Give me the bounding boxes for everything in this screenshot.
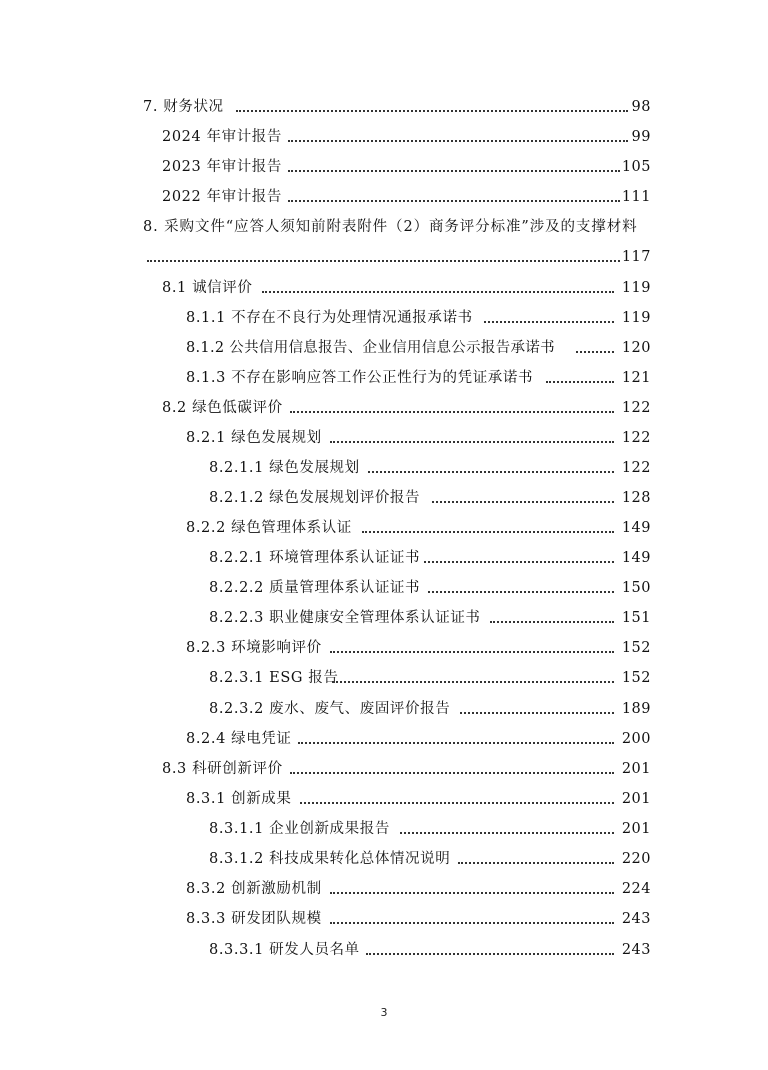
toc-entry-page: 243 — [621, 911, 651, 927]
toc-dot-leader — [400, 828, 614, 834]
toc-entry[interactable] — [0, 879, 768, 909]
toc-entry-title: 8.2.3.1 ESG 报告 — [209, 670, 339, 686]
toc-entry[interactable] — [0, 127, 768, 157]
toc-dot-leader — [366, 949, 614, 955]
toc-entry[interactable] — [0, 428, 768, 458]
toc-dot-leader — [332, 677, 614, 683]
toc-entry[interactable] — [0, 548, 768, 578]
toc-entry-page: 220 — [621, 851, 651, 867]
toc-entry-title: 8.1.2 公共信用信息报告、企业信用信息公示报告承诺书 — [186, 340, 555, 356]
toc-entry-page: 128 — [621, 490, 651, 506]
toc-dot-leader — [490, 617, 614, 623]
toc-entry-page: 121 — [621, 370, 651, 386]
toc-dot-leader — [330, 888, 614, 894]
toc-entry[interactable] — [0, 488, 768, 518]
toc-entry-title: 8.2.4 绿电凭证 — [186, 731, 292, 747]
toc-dot-leader — [290, 768, 614, 774]
toc-entry[interactable] — [0, 368, 768, 398]
toc-dot-leader — [236, 106, 628, 112]
toc-entry-page: 120 — [621, 340, 651, 356]
toc-entry-page: 189 — [621, 701, 651, 717]
toc-entry[interactable] — [0, 278, 768, 308]
toc-entry-title: 8.2.2.2 质量管理体系认证证书 — [209, 580, 421, 596]
toc-dot-leader — [576, 347, 614, 353]
toc-dot-leader — [330, 437, 614, 443]
toc-entry-title: 7. 财务状况 — [143, 99, 224, 115]
toc-dot-leader — [458, 858, 614, 864]
toc-dot-leader — [288, 166, 620, 172]
toc-entry-page: 119 — [621, 280, 651, 296]
toc-entry[interactable] — [0, 668, 768, 698]
toc-entry-title: 8.3 科研创新评价 — [162, 761, 283, 777]
toc-entry[interactable] — [0, 187, 768, 217]
toc-entry-page: 122 — [621, 430, 651, 446]
toc-dot-leader — [330, 647, 614, 653]
toc-entry-title: 2022 年审计报告 — [162, 189, 283, 205]
toc-dot-leader — [484, 317, 614, 323]
toc-entry[interactable] — [0, 819, 768, 849]
toc-entry[interactable] — [0, 308, 768, 338]
toc-entry[interactable] — [0, 398, 768, 428]
toc-entry-title: 8.3.2 创新激励机制 — [186, 881, 322, 897]
toc-entry-title: 8.3.1 创新成果 — [186, 791, 292, 807]
toc-entry-page: 151 — [621, 610, 651, 626]
toc-entry[interactable] — [0, 518, 768, 548]
toc-entry-title: 8.3.3 研发团队规模 — [186, 911, 322, 927]
toc-entry-title: 8.2.2.1 环境管理体系认证证书 — [209, 550, 421, 566]
toc-entry-page: 152 — [621, 670, 651, 686]
toc-dot-leader — [290, 407, 614, 413]
toc-entry-title: 8.2.1.1 绿色发展规划 — [209, 460, 360, 476]
toc-entry[interactable] — [0, 97, 768, 127]
toc-entry-page: 224 — [621, 881, 651, 897]
toc-entry-title: 8.2.2.3 职业健康安全管理体系认证证书 — [209, 610, 481, 626]
toc-dot-leader — [362, 527, 614, 533]
toc-entry[interactable] — [0, 638, 768, 668]
toc-dot-leader — [424, 557, 614, 563]
toc-entry-title: 2024 年审计报告 — [162, 129, 283, 145]
toc-entry-title: 8.2.2 绿色管理体系认证 — [186, 520, 352, 536]
toc-dot-leader — [298, 738, 614, 744]
toc-entry[interactable] — [0, 759, 768, 789]
toc-entry-title: 8.2.3 环境影响评价 — [186, 640, 322, 656]
toc-entry-page: 201 — [621, 761, 651, 777]
toc-dot-leader — [432, 497, 614, 503]
toc-entry[interactable] — [0, 909, 768, 939]
toc-entry[interactable] — [0, 458, 768, 488]
toc-entry-page: 119 — [621, 310, 651, 326]
toc-dot-leader — [460, 708, 614, 714]
toc-entry[interactable] — [0, 217, 768, 267]
toc-entry-title: 8.1.1 不存在不良行为处理情况通报承诺书 — [186, 310, 473, 326]
toc-entry-title: 8.3.1.2 科技成果转化总体情况说明 — [209, 851, 451, 867]
toc-entry-title: 8.1.3 不存在影响应答工作公正性行为的凭证承诺书 — [186, 370, 534, 386]
toc-dot-leader — [288, 136, 628, 142]
toc-entry-page: 111 — [621, 189, 651, 205]
toc-entry-page: 98 — [631, 99, 651, 115]
toc-entry-page: 117 — [621, 249, 651, 265]
toc-entry-page: 243 — [621, 942, 651, 958]
toc-entry[interactable] — [0, 849, 768, 879]
toc-entry-page: 150 — [621, 580, 651, 596]
toc-entry-page: 122 — [621, 460, 651, 476]
toc-entry-page: 201 — [621, 791, 651, 807]
toc-entry[interactable] — [0, 608, 768, 638]
toc-entry-page: 99 — [631, 129, 651, 145]
toc-entry[interactable] — [0, 578, 768, 608]
toc-entry-title: 8.2.1 绿色发展规划 — [186, 430, 322, 446]
toc-entry-page: 149 — [621, 520, 651, 536]
toc-entry-title: 8.2.1.2 绿色发展规划评价报告 — [209, 490, 421, 506]
toc-entry-page: 149 — [621, 550, 651, 566]
toc-entry[interactable] — [0, 940, 768, 970]
toc-dot-leader — [300, 798, 614, 804]
toc-entry[interactable] — [0, 699, 768, 729]
toc-dot-leader — [330, 918, 614, 924]
toc-entry-title: 8. 采购文件“应答人须知前附表附件（2）商务评分标准”涉及的支撑材料 — [143, 219, 638, 235]
toc-entry[interactable] — [0, 789, 768, 819]
toc-dot-leader — [428, 587, 614, 593]
toc-entry-page: 200 — [621, 731, 651, 747]
toc-entry-title: 8.2 绿色低碳评价 — [162, 400, 283, 416]
toc-entry-page: 105 — [621, 159, 651, 175]
toc-dot-leader — [546, 377, 614, 383]
toc-entry-page: 201 — [621, 821, 651, 837]
toc-entry-title: 2023 年审计报告 — [162, 159, 283, 175]
toc-entry[interactable] — [0, 157, 768, 187]
toc-dot-leader — [288, 196, 620, 202]
toc-dot-leader — [147, 256, 620, 262]
toc-dot-leader — [262, 287, 614, 293]
toc-entry[interactable] — [0, 729, 768, 759]
toc-dot-leader — [368, 467, 614, 473]
toc-entry-page: 122 — [621, 400, 651, 416]
toc-entry-title: 8.3.3.1 研发人员名单 — [209, 942, 360, 958]
toc-entry-title: 8.1 诚信评价 — [162, 280, 253, 296]
toc-entry[interactable] — [0, 338, 768, 368]
page-number: 3 — [380, 1006, 388, 1019]
toc-entry-title: 8.3.1.1 企业创新成果报告 — [209, 821, 390, 837]
toc-entry-title: 8.2.3.2 废水、废气、废固评价报告 — [209, 701, 451, 717]
toc-entry-page: 152 — [621, 640, 651, 656]
